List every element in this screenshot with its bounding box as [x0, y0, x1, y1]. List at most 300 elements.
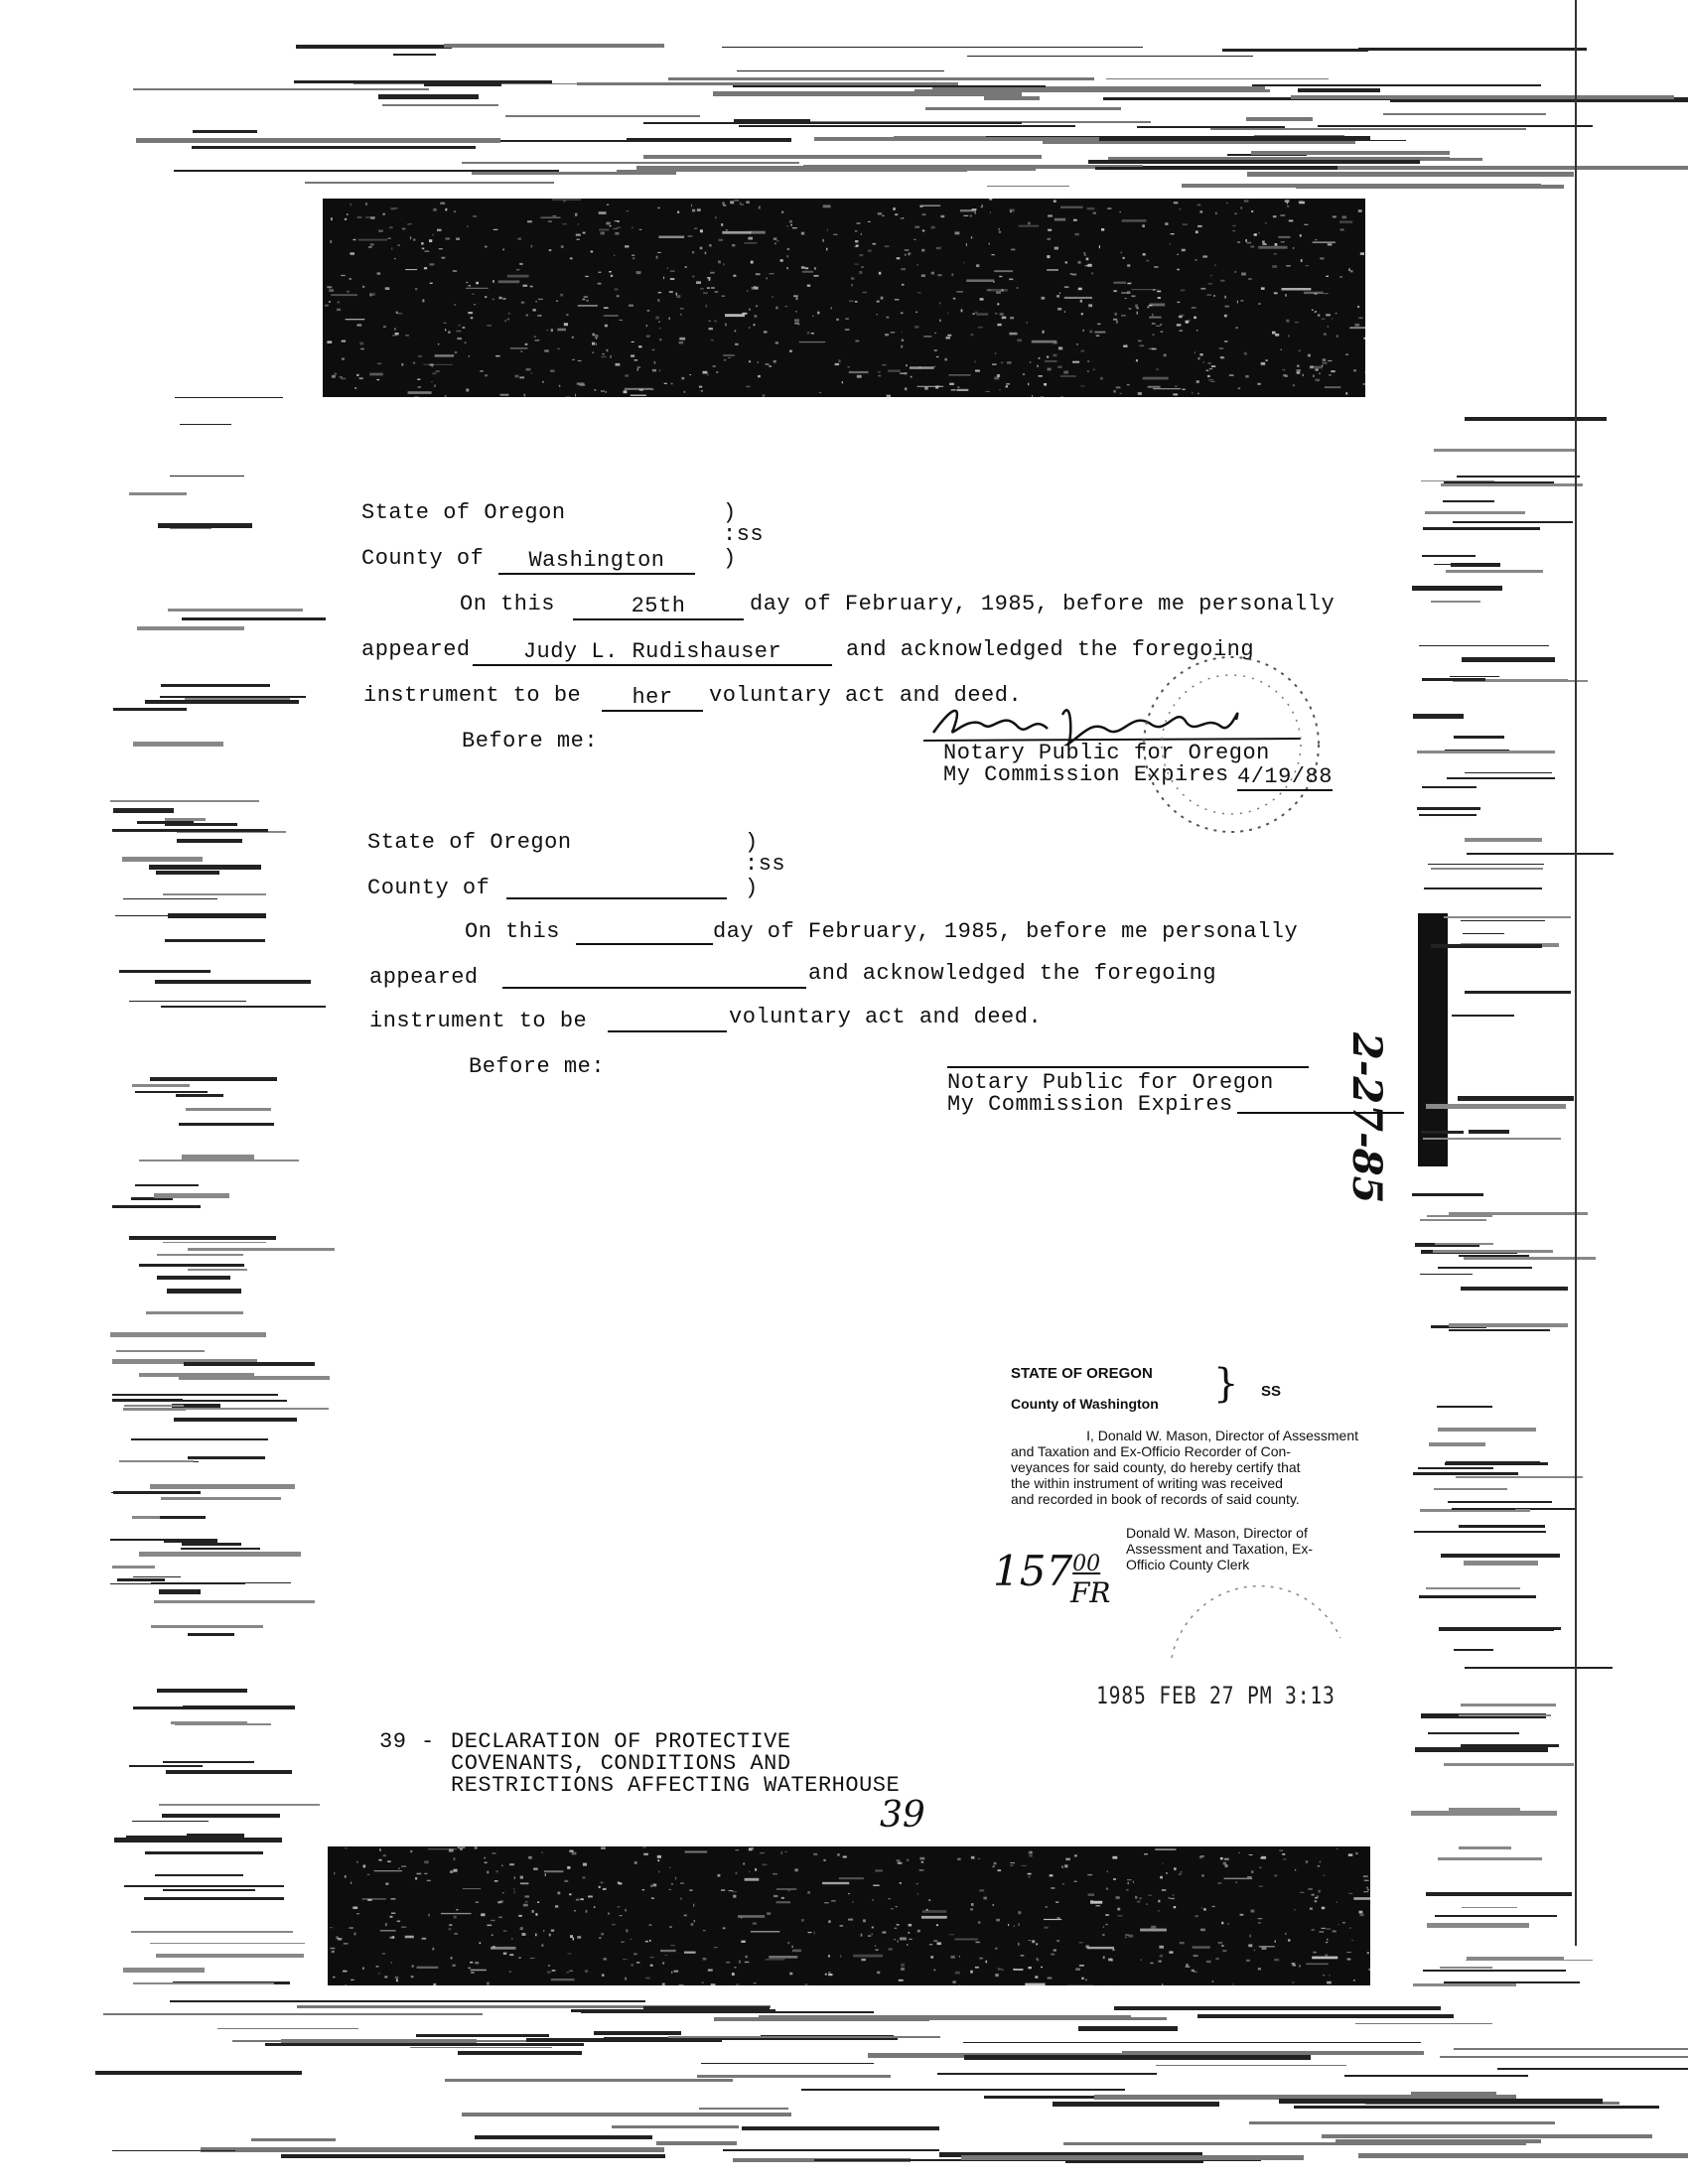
recorder-county: County of Washington — [1011, 1396, 1159, 1412]
scan-streak — [1251, 151, 1450, 156]
paren-close: ) — [723, 546, 737, 571]
scan-streak — [124, 1405, 184, 1407]
scan-streak — [163, 1242, 266, 1243]
scan-streak — [1358, 48, 1587, 51]
scan-streak — [305, 182, 555, 184]
scan-streak — [1497, 2068, 1688, 2070]
scan-streak — [1422, 678, 1485, 681]
scan-streak — [179, 1123, 275, 1126]
county-value: Washington — [498, 548, 695, 575]
top-scan-noise-band — [323, 199, 1365, 397]
scan-streak — [410, 2047, 552, 2048]
scan-streak — [181, 1548, 259, 1550]
scan-streak — [156, 871, 219, 875]
scan-streak — [161, 1006, 326, 1008]
scan-streak — [643, 122, 1022, 123]
scan-streak — [184, 1362, 315, 1366]
scan-streak — [1465, 417, 1606, 420]
scan-streak — [961, 2155, 1305, 2160]
scan-streak — [182, 617, 326, 620]
scan-streak — [382, 104, 499, 106]
bottom-noise-texture — [328, 1846, 1370, 1985]
scan-streak — [150, 1943, 305, 1944]
scan-streak — [1078, 2026, 1178, 2031]
scan-streak — [964, 2055, 1311, 2060]
scan-streak — [150, 1484, 295, 1489]
scan-streak — [733, 85, 1047, 87]
scan-streak — [1383, 113, 1546, 115]
paren-close: ) — [745, 876, 759, 900]
scan-streak — [1434, 449, 1576, 452]
scan-streak — [1452, 1015, 1514, 1017]
scan-streak — [154, 1600, 315, 1602]
scan-streak — [167, 1289, 241, 1294]
scan-streak — [1435, 1243, 1493, 1244]
certify-line: the within instrument of writing was received — [1011, 1475, 1283, 1491]
scan-streak — [131, 1438, 268, 1441]
scan-streak — [1419, 814, 1477, 817]
scan-streak — [188, 1248, 335, 1250]
scan-streak — [112, 1205, 201, 1208]
certify-line: and recorded in book of records of said county. — [1011, 1491, 1300, 1507]
scan-streak — [668, 77, 1094, 80]
scan-streak — [170, 2000, 645, 2002]
scan-streak — [1291, 95, 1675, 99]
scan-streak — [713, 91, 1022, 96]
scan-streak — [1450, 676, 1499, 677]
certify-line: veyances for said county, do hereby certify that — [1011, 1459, 1301, 1475]
scan-streak — [157, 1276, 230, 1280]
scan-streak — [937, 2073, 1157, 2075]
appeared-name: Judy L. Rudishauser — [473, 639, 832, 666]
scan-streak — [110, 1332, 265, 1337]
scan-streak — [803, 165, 1144, 169]
scan-streak — [113, 708, 187, 711]
scan-streak — [165, 939, 265, 942]
scan-streak — [1425, 511, 1525, 514]
scan-streak — [801, 2089, 1125, 2091]
scan-streak — [1065, 2160, 1202, 2164]
scan-streak — [742, 2126, 939, 2130]
scan-streak — [963, 2042, 1421, 2043]
scan-streak — [1441, 483, 1583, 486]
scan-streak — [1441, 1554, 1560, 1559]
ss-label: :ss — [745, 852, 786, 877]
scan-streak — [445, 2079, 733, 2083]
scan-streak — [133, 742, 223, 746]
scan-streak — [1418, 1467, 1493, 1469]
scan-streak — [139, 1160, 299, 1161]
fee-cents: 00 — [1072, 1552, 1101, 1576]
footer-title-line: RESTRICTIONS AFFECTING WATERHOUSE — [451, 1773, 901, 1798]
scan-streak — [296, 45, 452, 49]
scan-streak — [133, 1576, 181, 1577]
scan-streak — [1114, 2006, 1441, 2010]
scan-streak — [1246, 117, 1314, 122]
scan-streak — [1461, 1627, 1561, 1629]
scan-streak — [124, 1885, 284, 1887]
scan-streak — [201, 2147, 664, 2152]
scan-streak — [132, 1821, 209, 1822]
scan-streak — [188, 1269, 248, 1270]
scan-streak — [135, 1184, 198, 1186]
scan-streak — [129, 1001, 245, 1003]
scan-streak — [1412, 586, 1502, 591]
scan-streak — [123, 1408, 186, 1411]
scan-streak — [1459, 1525, 1545, 1528]
scan-streak — [1063, 2142, 1527, 2144]
appeared-label: appeared — [369, 965, 479, 990]
scan-streak — [116, 1350, 205, 1352]
scan-streak — [1469, 1130, 1509, 1134]
scan-streak — [668, 2036, 940, 2038]
scan-streak — [132, 1084, 190, 1087]
commission-expires-label: My Commission Expires — [943, 762, 1229, 787]
county-label: County of — [361, 546, 485, 571]
before-me-label: Before me: — [462, 729, 599, 753]
scan-streak — [1419, 645, 1549, 646]
scan-streak — [1428, 864, 1544, 865]
scan-streak — [654, 2011, 874, 2013]
fee-initials: FR — [1070, 1576, 1111, 1609]
scan-streak — [1252, 84, 1542, 85]
sign-line: Donald W. Mason, Director of — [1126, 1525, 1308, 1541]
scan-streak — [1431, 944, 1542, 948]
scan-streak — [472, 172, 676, 175]
scan-streak — [159, 1589, 201, 1594]
scan-streak — [179, 1376, 330, 1380]
scan-streak — [1454, 2048, 1688, 2050]
scan-streak — [162, 1814, 280, 1818]
scan-streak — [114, 1838, 282, 1843]
scan-streak — [1440, 2056, 1688, 2057]
scan-streak — [1420, 1219, 1486, 1221]
scan-streak — [1043, 141, 1355, 144]
scan-streak — [131, 1931, 293, 1932]
scan-streak — [117, 1578, 165, 1580]
scan-streak — [1322, 2134, 1652, 2138]
scan-streak — [1423, 1138, 1561, 1140]
scan-streak — [1294, 2106, 1659, 2109]
scan-streak — [1449, 1808, 1520, 1811]
scan-streak — [1467, 853, 1614, 855]
scan-streak — [1454, 1649, 1493, 1651]
scan-streak — [1279, 2099, 1602, 2103]
certify-line: and Taxation and Ex-Officio Recorder of Con- — [1011, 1443, 1291, 1459]
sign-line: Assessment and Taxation, Ex- — [1126, 1541, 1314, 1557]
handwritten-page-number: 39 — [880, 1795, 925, 1836]
scan-streak — [151, 1625, 263, 1628]
state-label: State of Oregon — [361, 500, 566, 525]
scan-streak — [594, 2031, 680, 2035]
scan-streak — [180, 424, 231, 425]
on-this-label: On this — [460, 592, 555, 616]
scan-streak — [133, 1982, 275, 1983]
scan-streak — [163, 1761, 255, 1763]
scan-streak — [110, 800, 259, 803]
scan-streak — [95, 2071, 301, 2075]
scan-streak — [1438, 1857, 1542, 1859]
scan-streak — [571, 2009, 631, 2012]
scan-streak — [1457, 476, 1580, 478]
scan-streak — [1249, 2121, 1555, 2124]
scan-streak — [1414, 1531, 1547, 1533]
recorder-ss: SS — [1261, 1383, 1282, 1400]
scan-streak — [925, 107, 1121, 110]
scan-streak — [1446, 570, 1543, 574]
scan-streak — [1440, 1967, 1492, 1969]
scan-streak — [1448, 1501, 1552, 1503]
scan-streak — [193, 130, 257, 134]
recording-time-stamp: 1985 FEB 27 PM 3:13 — [1096, 1682, 1336, 1709]
scan-streak — [1431, 868, 1543, 870]
scan-streak — [1417, 807, 1480, 810]
voluntary-text: voluntary act and deed. — [729, 1005, 1043, 1029]
scan-streak — [1462, 657, 1554, 661]
scan-streak — [1156, 2065, 1346, 2066]
scan-streak — [987, 186, 1069, 187]
scan-streak — [462, 2113, 792, 2116]
instrument-label: instrument to be — [363, 683, 582, 708]
notary-title: Notary Public for Oregon — [947, 1070, 1274, 1095]
commission-expires-label: My Commission Expires — [947, 1092, 1233, 1117]
scan-streak — [160, 1516, 206, 1519]
scan-streak — [984, 96, 1040, 99]
scan-streak — [1447, 777, 1556, 778]
scan-streak — [155, 1874, 243, 1876]
scan-streak — [1411, 1811, 1556, 1816]
scan-streak — [1443, 1748, 1543, 1750]
scan-streak — [1419, 1595, 1536, 1598]
scan-streak — [135, 1091, 208, 1094]
scan-streak — [1413, 1983, 1516, 1986]
scan-streak — [1456, 1476, 1582, 1479]
scan-streak — [722, 47, 1144, 48]
scan-streak — [1454, 736, 1504, 739]
scan-streak — [175, 397, 282, 398]
scan-streak — [294, 80, 551, 83]
scan-streak — [1465, 838, 1543, 842]
scan-streak — [1462, 1907, 1517, 1908]
scan-streak — [123, 898, 216, 899]
scan-streak — [1337, 166, 1688, 171]
commission-expires-value: 4/19/88 — [1237, 764, 1333, 789]
scan-streak — [1431, 601, 1480, 604]
scan-streak — [416, 2034, 549, 2037]
scan-streak — [378, 94, 479, 99]
scan-streak — [1137, 126, 1285, 128]
scan-streak — [123, 1968, 205, 1973]
scan-streak — [1424, 887, 1542, 889]
scan-streak — [1461, 1287, 1568, 1291]
scan-streak — [110, 1583, 245, 1584]
notary-title: Notary Public for Oregon — [943, 741, 1270, 765]
scan-streak — [144, 1897, 283, 1901]
scan-streak — [1420, 1274, 1473, 1275]
scan-streak — [1413, 714, 1464, 719]
scan-streak — [1318, 125, 1593, 127]
scan-streak — [112, 829, 268, 831]
scan-streak — [137, 626, 244, 629]
footer-number: 39 — [379, 1729, 407, 1754]
scan-streak — [1298, 88, 1380, 92]
scan-streak — [174, 1418, 297, 1422]
scan-streak — [115, 915, 202, 916]
recorder-brace: } — [1213, 1361, 1239, 1407]
scan-streak — [157, 1689, 247, 1694]
footer-title-line: COVENANTS, CONDITIONS AND — [451, 1751, 791, 1776]
scan-streak — [183, 1706, 294, 1709]
scan-streak — [1428, 1732, 1519, 1734]
scan-streak — [908, 2017, 1167, 2020]
scan-streak — [1453, 521, 1573, 523]
scan-streak — [1358, 2153, 1688, 2157]
scan-streak — [1438, 1267, 1532, 1269]
certify-line: I, Donald W. Mason, Director of Assessment — [1086, 1428, 1358, 1443]
scan-streak — [1344, 2075, 1528, 2077]
scan-streak — [1435, 1915, 1557, 1916]
scan-streak — [1106, 78, 1329, 79]
scan-streak — [217, 2028, 358, 2030]
scan-streak — [1417, 751, 1555, 753]
scan-streak — [505, 115, 701, 116]
footer-dash: - — [421, 1729, 435, 1754]
day-blank — [576, 943, 713, 945]
scan-streak — [1197, 2014, 1455, 2017]
scan-streak — [186, 1108, 271, 1111]
scan-streak — [699, 2108, 788, 2110]
scan-streak — [1444, 1763, 1575, 1766]
scan-streak — [112, 1399, 183, 1401]
footer-title-line: DECLARATION OF PROTECTIVE — [451, 1729, 791, 1754]
scan-edge-line — [1575, 0, 1577, 1946]
paren-open: ) — [745, 830, 759, 855]
scan-streak — [737, 70, 944, 72]
scan-streak — [192, 146, 476, 149]
state-label: State of Oregon — [367, 830, 572, 855]
scan-streak — [166, 1770, 292, 1774]
scan-streak — [184, 1408, 329, 1410]
scan-streak — [170, 528, 211, 529]
scan-streak — [170, 476, 244, 477]
scan-streak — [182, 1155, 253, 1159]
scan-streak — [424, 81, 501, 86]
scan-streak — [113, 808, 174, 813]
scan-streak — [139, 1264, 244, 1267]
scan-streak — [723, 2149, 939, 2151]
scan-streak — [1412, 1193, 1483, 1196]
scan-streak — [1426, 1587, 1520, 1589]
scan-streak — [1427, 1923, 1529, 1928]
appeared-blank — [502, 987, 806, 989]
scan-streak — [176, 1094, 224, 1097]
scan-streak — [177, 839, 241, 843]
sign-line: Officio County Clerk — [1126, 1557, 1250, 1572]
scan-streak — [139, 1552, 300, 1557]
scan-streak — [159, 1804, 320, 1806]
scan-streak — [129, 1765, 204, 1767]
scan-streak — [156, 1954, 304, 1958]
scan-streak — [475, 2135, 651, 2139]
top-noise-texture — [323, 199, 1365, 397]
scan-streak — [1433, 1250, 1553, 1253]
pronoun-value: her — [602, 685, 703, 712]
scan-streak — [1463, 933, 1505, 934]
scan-streak — [1461, 1744, 1560, 1747]
scan-streak — [161, 684, 270, 686]
scan-streak — [1422, 555, 1476, 557]
scan-streak — [168, 609, 303, 612]
scan-streak — [119, 1460, 194, 1462]
scan-streak — [129, 1236, 276, 1240]
scan-streak — [1426, 1892, 1573, 1896]
scan-streak — [714, 2017, 929, 2021]
day-rest: day of February, 1985, before me personally — [713, 919, 1299, 944]
scan-streak — [1210, 128, 1526, 130]
fee-amount: 157 — [993, 1547, 1073, 1595]
scan-streak — [393, 54, 435, 56]
scan-streak — [814, 137, 1099, 141]
scan-streak — [1443, 500, 1494, 501]
scan-streak — [119, 970, 211, 973]
scan-streak — [734, 119, 811, 122]
scan-streak — [1452, 1330, 1497, 1331]
scan-streak — [281, 2154, 665, 2157]
scan-streak — [161, 1497, 281, 1500]
scan-streak — [1444, 1981, 1580, 1983]
scan-streak — [145, 1851, 263, 1853]
scan-streak — [1423, 527, 1540, 530]
scan-streak — [701, 2063, 874, 2064]
right-margin-dark-band — [1418, 913, 1448, 1166]
recorder-state: STATE OF OREGON — [1011, 1365, 1153, 1382]
scan-streak — [1452, 1508, 1515, 1510]
scan-streak — [1355, 2023, 1492, 2024]
scan-streak — [1461, 920, 1545, 921]
scan-streak — [112, 2150, 235, 2151]
scan-streak — [643, 155, 1042, 159]
scan-streak — [1053, 2102, 1218, 2107]
scan-streak — [1426, 1104, 1567, 1108]
acknowledged-text: and acknowledged the foregoing — [808, 961, 1217, 986]
scan-streak — [1444, 916, 1570, 918]
scan-streak — [1458, 1096, 1574, 1101]
scan-streak — [150, 1077, 277, 1081]
scan-streak — [165, 823, 237, 826]
scan-streak — [146, 1311, 243, 1314]
scan-streak — [462, 162, 799, 164]
scan-streak — [185, 698, 290, 700]
scan-streak — [1247, 172, 1574, 177]
scan-streak — [265, 2043, 584, 2046]
handwritten-date-note: 2-27-85 — [1343, 1032, 1390, 1204]
acknowledged-text: and acknowledged the foregoing — [846, 637, 1255, 662]
scan-streak — [1459, 1846, 1510, 1849]
scan-streak — [1222, 49, 1368, 51]
instrument-label: instrument to be — [369, 1009, 588, 1033]
scan-streak — [1465, 991, 1571, 994]
scan-streak — [1464, 1561, 1538, 1566]
scan-streak — [111, 1492, 163, 1494]
scan-streak — [1429, 1442, 1485, 1446]
signature-blank — [947, 1066, 1309, 1068]
before-me-label: Before me: — [469, 1054, 606, 1079]
scan-streak — [1446, 1461, 1540, 1463]
scan-streak — [149, 865, 260, 870]
scan-streak — [697, 2075, 891, 2078]
scan-streak — [163, 1889, 255, 1891]
scan-streak — [1421, 1131, 1464, 1133]
